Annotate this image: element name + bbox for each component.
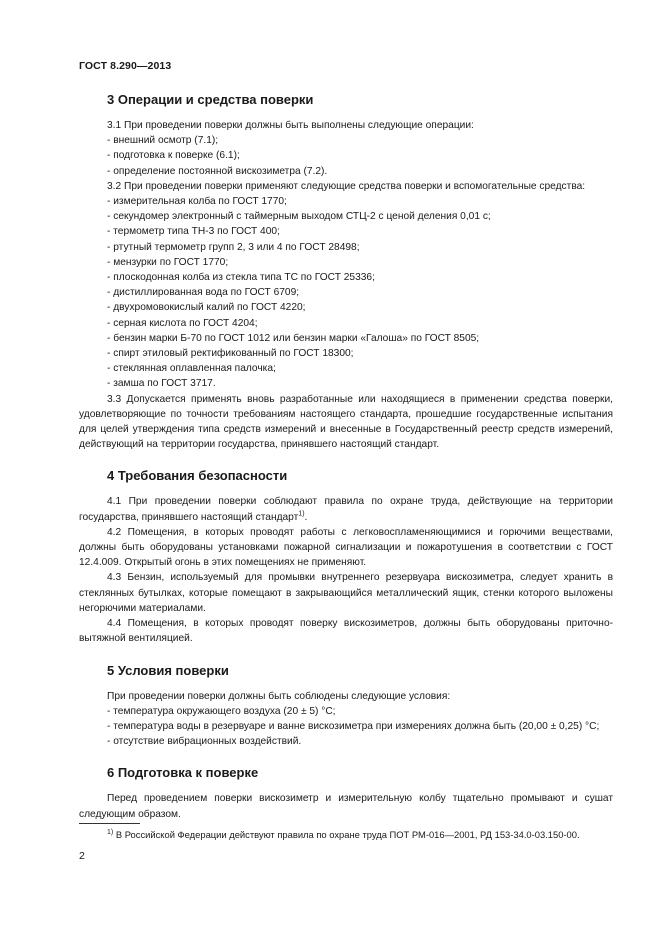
clause-4-3: 4.3 Бензин, используемый для промывки внутреннего резервуара вискозиметра, следует хранить в стеклянных бутылках, которые помещают в закрывающийся металлический ящик, стенки которого выложены негорючими материалами. — [79, 572, 613, 614]
tool-item: - дистиллированная вода по ГОСТ 6709; — [107, 287, 300, 299]
footnote-divider — [79, 823, 140, 824]
section-6-title: 6 Подготовка к поверке — [107, 765, 259, 781]
tool-item: - серная кислота по ГОСТ 4204; — [107, 317, 258, 329]
section-5-title: 5 Условия поверки — [107, 662, 229, 678]
clause-4-1-text: 4.1 При проведении поверки соблюдают правила по охране труда, действующие на территории государства, принявшего настоящий стандарт — [79, 496, 613, 523]
tool-item: - спирт этиловый ректификованный по ГОСТ 18300; — [107, 348, 354, 360]
condition-item: - температура окружающего воздуха (20 ± 5) °С; — [107, 705, 336, 717]
page-number: 2 — [79, 850, 85, 862]
clause-3-2: 3.2 При проведении поверки применяют следующие средства поверки и вспомогательные средства: — [107, 180, 586, 192]
tool-item: - двухромовокислый калий по ГОСТ 4220; — [107, 302, 306, 314]
page-content — [79, 92, 613, 822]
section-4-title: 4 Требования безопасности — [107, 468, 288, 484]
tool-item: - замша по ГОСТ 3717. — [107, 378, 216, 390]
clause-3-3: 3.3 Допускается применять вновь разработанные или находящиеся в применении средства поверки, удовлетворяющие по точности требованиям настоящего стандарта, прошедшие государственные испытания для целей утверждения типа средств измерений и внесенные в Государственный реестр средств измерений, действующий на территории государства, принявшего настоящий стандарт. — [79, 393, 613, 451]
clause-4-1 — [79, 494, 613, 524]
clause-4-4: 4.4 Помещения, в которых проводят поверку вискозиметров, должны быть оборудованы приточно-вытяжной вентиляцией. — [79, 618, 613, 645]
tool-item: - термометр типа ТН-3 по ГОСТ 400; — [107, 226, 280, 238]
footnote-mark: 1) — [107, 828, 114, 836]
tool-item: - стеклянная оплавленная палочка; — [107, 363, 276, 375]
clause-3-1: 3.1 При проведении поверки должны быть выполнены следующие операции: — [107, 120, 474, 131]
footnote — [79, 828, 619, 841]
operation-item: - определение постоянной вискозиметра (7.2). — [107, 165, 328, 177]
footnote-ref: 1) — [298, 510, 305, 518]
tool-item: - секундомер электронный с таймерным выходом СТЦ-2 с ценой деления 0,01 с; — [107, 211, 491, 223]
conditions-intro: При проведении поверки должны быть соблюдены следующие условия: — [107, 690, 451, 702]
clause-4-1-end: . — [304, 511, 308, 523]
condition-item: - температура воды в резервуаре и ванне вискозиметра при измерениях должна быть (20,00 ± 0,25) °С; — [107, 720, 600, 732]
operation-item: - подготовка к поверке (6.1); — [107, 150, 240, 162]
footnote-text: В Российской Федерации действуют правила по охране труда ПОТ РМ-016—2001, РД 153-34.0-03.150-00. — [113, 829, 580, 840]
preparation-intro: Перед проведением поверки вискозиметр и измерительную колбу тщательно промывают и сушат следующим образом. — [79, 793, 613, 820]
section-3-title: 3 Операции и средства поверки — [107, 92, 314, 107]
tool-item: - бензин марки Б-70 по ГОСТ 1012 или бензин марки «Галоша» по ГОСТ 8505; — [107, 332, 480, 344]
tool-item: - измерительная колба по ГОСТ 1770; — [107, 196, 287, 208]
document-header: ГОСТ 8.290—2013 — [79, 60, 172, 72]
tool-item: - мензурки по ГОСТ 1770; — [107, 256, 229, 268]
operation-item: - внешний осмотр (7.1); — [107, 135, 219, 147]
condition-item: - отсутствие вибрационных воздействий. — [107, 736, 302, 748]
clause-4-2: 4.2 Помещения, в которых проводят работы с легковоспламеняющимися и горючими веществами, должны быть оборудованы установками пожарной сигнализации и пожаротушения в соответствии с ГОСТ 12.4.009. Открытый огонь в этих помещениях не применяют. — [79, 526, 613, 569]
tool-item: - плоскодонная колба из стекла типа ТС по ГОСТ 25336; — [107, 272, 375, 284]
tool-item: - ртутный термометр групп 2, 3 или 4 по ГОСТ 28498; — [107, 241, 360, 253]
